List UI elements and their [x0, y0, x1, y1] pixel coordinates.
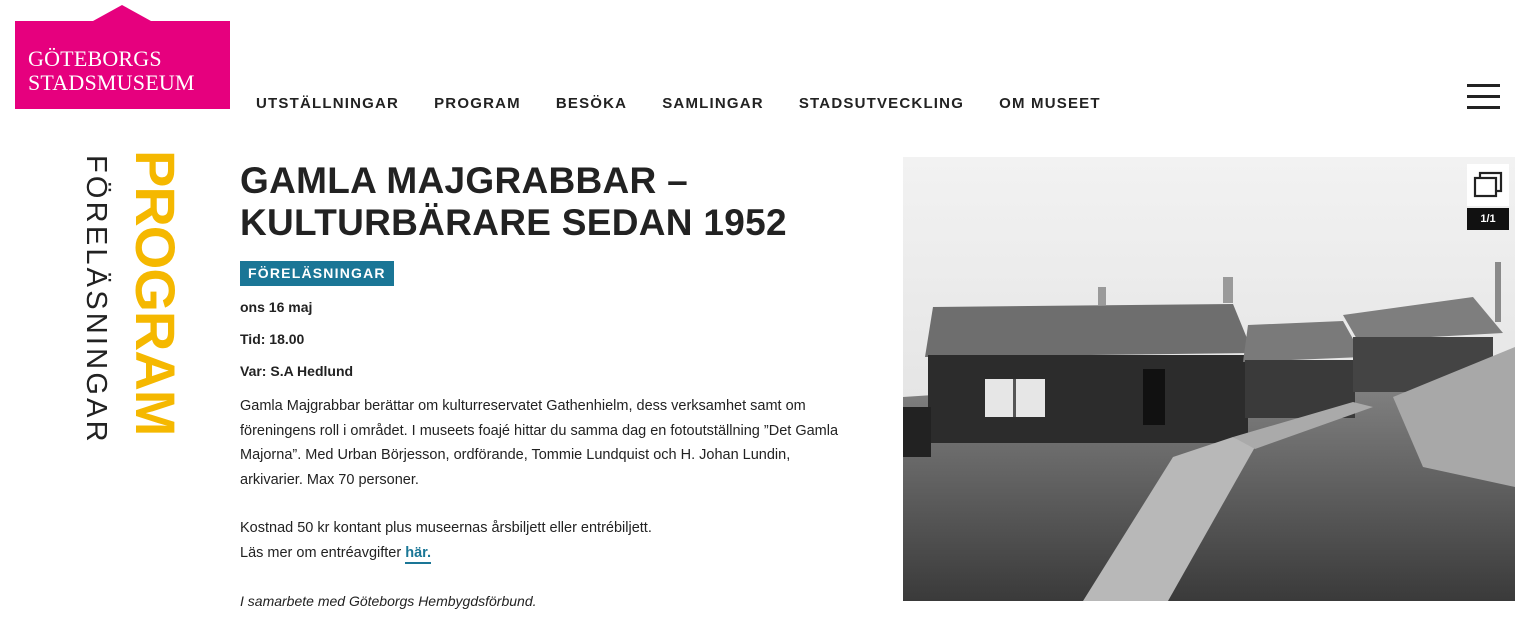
event-place: Var: S.A Hedlund: [240, 363, 354, 379]
nav-item-stadsutveckling[interactable]: STADSUTVECKLING: [798, 95, 965, 112]
nav-item-om-museet[interactable]: OM MUSEET: [999, 95, 1101, 112]
read-more-link[interactable]: här.: [405, 545, 431, 564]
gallery-icon[interactable]: [1467, 164, 1509, 206]
nav-item-besoka[interactable]: BESÖKA: [555, 95, 628, 112]
photo-illustration: [903, 157, 1515, 601]
event-title: GAMLA MAJGRABBAR – KULTURBÄRARE SEDAN 1952: [240, 160, 787, 243]
main-nav: [256, 95, 1136, 112]
category-label-text: FÖRELÄSNINGAR: [80, 155, 112, 445]
category-tag[interactable]: FÖRELÄSNINGAR: [240, 261, 394, 286]
collaboration-note: I samarbete med Göteborgs Hembygdsförbund.: [240, 593, 537, 609]
section-label-text: PROGRAM: [124, 150, 187, 436]
section-label: [124, 150, 187, 490]
nav-item-utstallningar[interactable]: UTSTÄLLNINGAR: [256, 95, 400, 112]
logo-text: [28, 47, 195, 95]
gallery-counter: 1/1: [1467, 208, 1509, 230]
event-photo[interactable]: [903, 157, 1515, 601]
event-time: Tid: 18.00: [240, 331, 305, 347]
category-label: [80, 155, 112, 465]
read-more-line: [240, 541, 840, 566]
event-cost: [240, 516, 840, 565]
read-more-prefix: Läs mer om entréavgifter: [240, 544, 406, 561]
cost-text: Kostnad 50 kr kontant plus museernas årsbiljett eller entrébiljett.: [240, 520, 652, 536]
nav-item-program[interactable]: PROGRAM: [434, 95, 521, 112]
logo-line-2: STADSMUSEUM: [28, 70, 195, 95]
nav-item-samlingar[interactable]: SAMLINGAR: [662, 95, 764, 112]
site-logo[interactable]: [15, 5, 230, 109]
event-date: ons 16 maj: [240, 299, 313, 315]
hamburger-menu-icon[interactable]: [1467, 84, 1501, 110]
event-description: Gamla Majgrabbar berättar om kulturreservatet Gathenhielm, dess verksamhet samt om föreningens roll i området. I museets foajé hittar du samma dag en fotoutställning ”Det Gamla Majorna”. Med Urban Börjesson, ordförande, Tommie Lundquist och H. Johan Lundin, arkivarier. Max 70 personer.: [240, 398, 839, 488]
logo-line-1: GÖTEBORGS: [28, 46, 162, 71]
